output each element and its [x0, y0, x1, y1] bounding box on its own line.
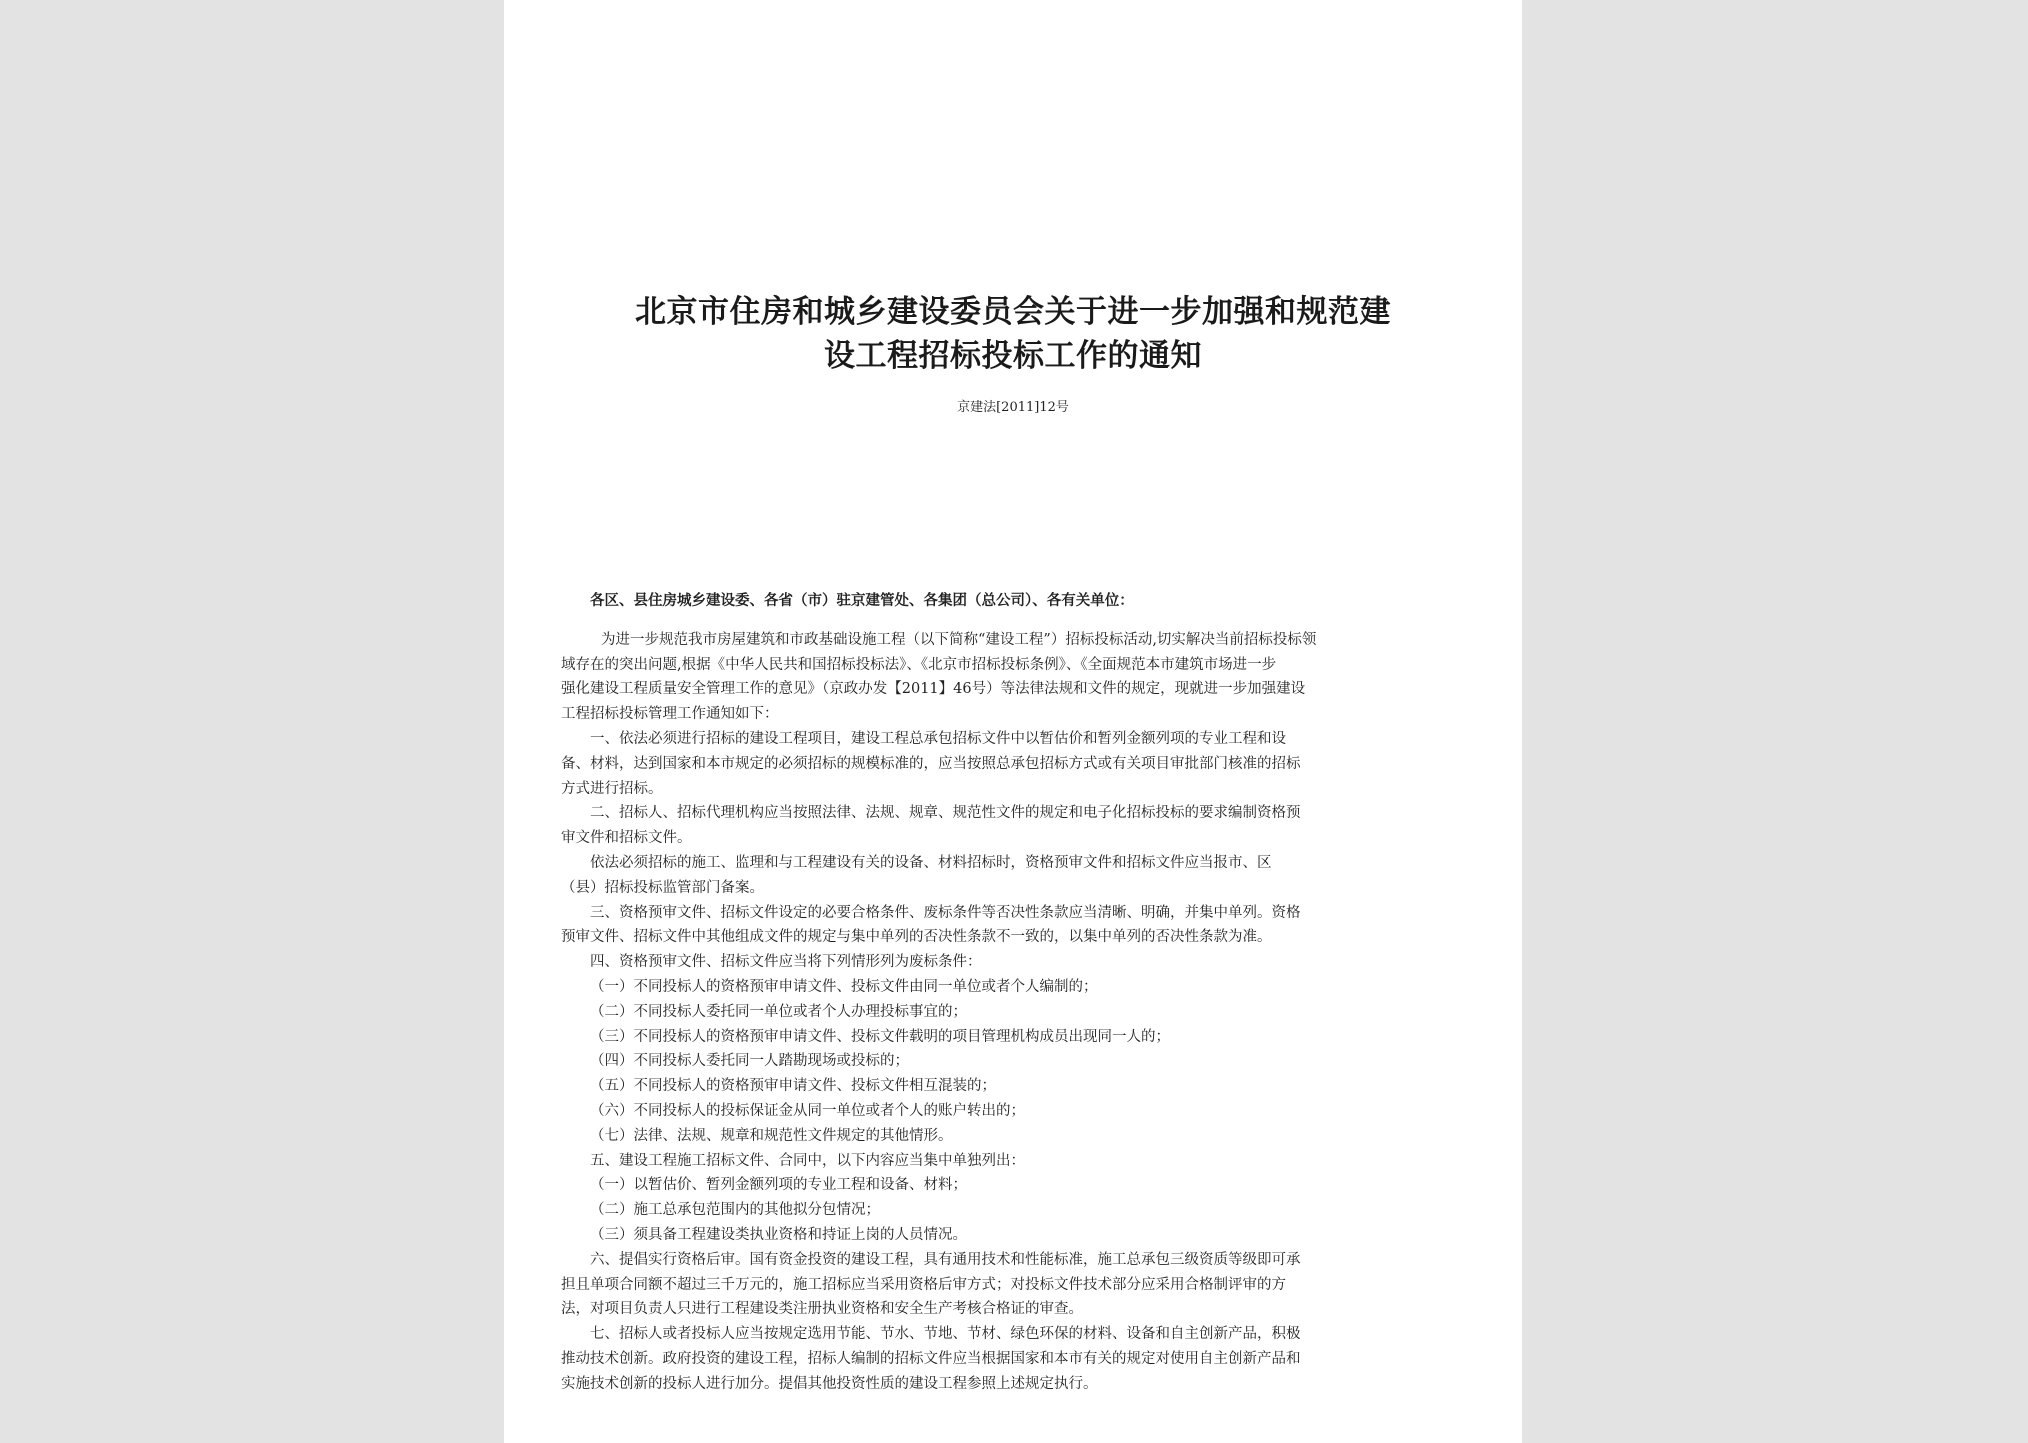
- body-line: 一、依法必须进行招标的建设工程项目，建设工程总承包招标文件中以暂估价和暂列金额列项的专业工程和设: [590, 730, 1286, 747]
- body-line: 五、建设工程施工招标文件、合同中，以下内容应当集中单独列出：: [590, 1152, 1025, 1169]
- body-line: 工程招标投标管理工作通知如下：: [561, 706, 779, 723]
- document-body: [561, 589, 1463, 1397]
- body-line: 域存在的突出问题,根据《中华人民共和国招标投标法》、《北京市招标投标条例》、《全面规范本市建筑市场进一步: [561, 656, 1277, 673]
- list-item: （三）须具备工程建设类执业资格和持证上岗的人员情况。: [590, 1226, 967, 1243]
- body-line: 六、提倡实行资格后审。国有资金投资的建设工程，具有通用技术和性能标准，施工总承包三级资质等级即可承: [590, 1251, 1301, 1268]
- list-item: （二）不同投标人委托同一单位或者个人办理投标事宜的；: [590, 1003, 967, 1020]
- body-line: 方式进行招标。: [561, 780, 663, 797]
- document-page: [504, 0, 1522, 1443]
- title-line-2: 设工程招标投标工作的通知: [824, 338, 1202, 374]
- body-line: 推动技术创新。政府投资的建设工程，招标人编制的招标文件应当根据国家和本市有关的规定对使用自主创新产品和: [561, 1350, 1301, 1367]
- document-number: 京建法[2011]12号: [957, 400, 1069, 415]
- list-item: （四）不同投标人委托同一人踏勘现场或投标的；: [590, 1053, 909, 1070]
- body-line: 备、材料，达到国家和本市规定的必须招标的规模标准的，应当按照总承包招标方式或有关项目审批部门核准的招标: [561, 755, 1301, 772]
- body-line: 实施技术创新的投标人进行加分。提倡其他投资性质的建设工程参照上述规定执行。: [561, 1375, 1098, 1392]
- body-line: 法，对项目负责人只进行工程建设类注册执业资格和安全生产考核合格证的审查。: [561, 1301, 1083, 1318]
- list-item: （七）法律、法规、规章和规范性文件规定的其他情形。: [590, 1127, 953, 1144]
- list-item: （一）不同投标人的资格预审申请文件、投标文件由同一单位或者个人编制的；: [590, 978, 1098, 995]
- body-line: 担且单项合同额不超过三千万元的，施工招标应当采用资格后审方式；对投标文件技术部分应采用合格制评审的方: [561, 1276, 1286, 1293]
- body-line: 强化建设工程质量安全管理工作的意见》（京政办发【2011】46号）等法律法规和文件的规定，现就进一步加强建设: [561, 681, 1306, 698]
- body-line: 依法必须招标的施工、监理和与工程建设有关的设备、材料招标时，资格预审文件和招标文件应当报市、区: [590, 854, 1272, 871]
- body-line: 二、招标人、招标代理机构应当按照法律、法规、规章、规范性文件的规定和电子化招标投标的要求编制资格预: [590, 805, 1301, 822]
- list-item: （六）不同投标人的投标保证金从同一单位或者个人的账户转出的；: [590, 1102, 1025, 1119]
- body-line: （县）招标投标监管部门备案。: [561, 879, 764, 896]
- body-line: 七、招标人或者投标人应当按规定选用节能、节水、节地、节材、绿色环保的材料、设备和自主创新产品，积极: [590, 1326, 1301, 1343]
- list-item: （一）以暂估价、暂列金额列项的专业工程和设备、材料；: [590, 1177, 967, 1194]
- body-line: 为进一步规范我市房屋建筑和市政基础设施工程（以下简称“建设工程”）招标投标活动,切实解决当前招标投标领: [601, 631, 1317, 648]
- body-line: 预审文件、招标文件中其他组成文件的规定与集中单列的否决性条款不一致的，以集中单列的否决性条款为准。: [561, 929, 1272, 946]
- body-line: 审文件和招标文件。: [561, 830, 692, 847]
- title-line-1: 北京市住房和城乡建设委员会关于进一步加强和规范建: [635, 294, 1391, 330]
- body-line: 三、资格预审文件、招标文件设定的必要合格条件、废标条件等否决性条款应当清晰、明确，并集中单列。资格: [590, 904, 1301, 921]
- list-item: （二）施工总承包范围内的其他拟分包情况；: [590, 1202, 880, 1219]
- list-item: （五）不同投标人的资格预审申请文件、投标文件相互混装的；: [590, 1078, 996, 1095]
- body-line: 四、资格预审文件、招标文件应当将下列情形列为废标条件：: [590, 954, 982, 971]
- document-title: [544, 290, 1482, 378]
- addressee: 各区、县住房城乡建设委、各省（市）驻京建管处、各集团（总公司）、各有关单位：: [590, 592, 1134, 609]
- list-item: （三）不同投标人的资格预审申请文件、投标文件载明的项目管理机构成员出现同一人的；: [590, 1028, 1170, 1045]
